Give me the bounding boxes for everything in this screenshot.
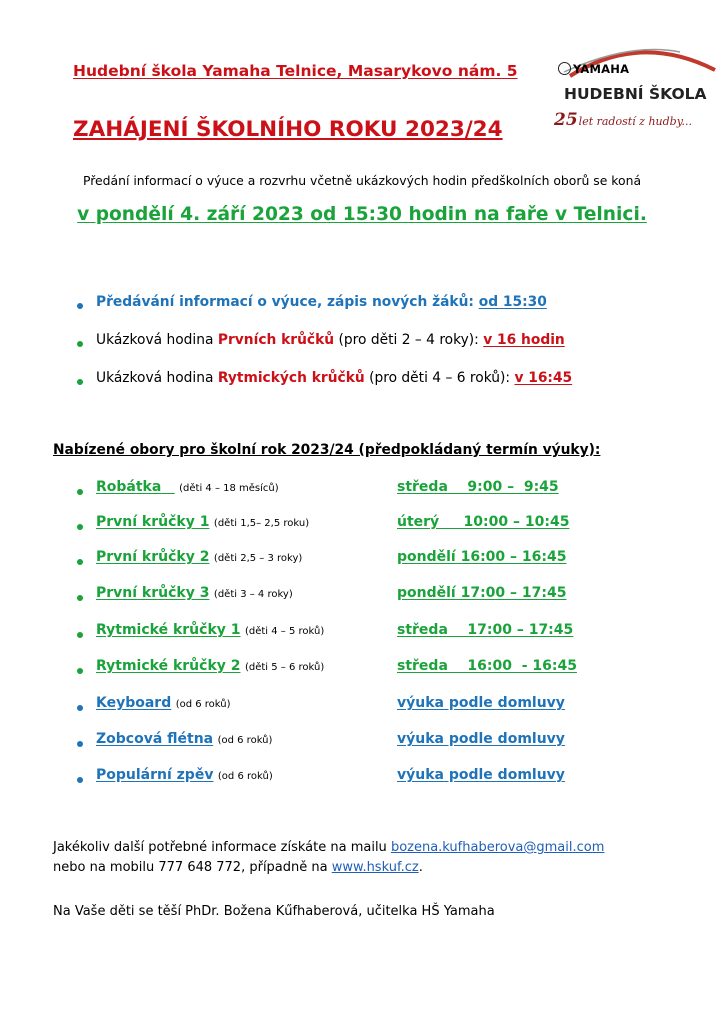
- course-name: Robátka: [96, 479, 162, 495]
- course-name: První krůčky 3: [96, 585, 210, 601]
- course-name: Rytmické krůčky 2: [96, 658, 241, 674]
- course-age: (od 6 roků): [175, 699, 231, 710]
- bullet-icon: [77, 705, 83, 711]
- contact-text: nebo na mobilu 777 648 772, případně na: [53, 860, 332, 875]
- school-address-heading: Hudební škola Yamaha Telnice, Masarykovo nám. 5: [73, 62, 518, 80]
- logo-brand-text: YAMAHA: [573, 62, 630, 76]
- info-item-detail: (pro děti 4 – 6 roků):: [364, 370, 515, 386]
- logo-school-name: HUDEBNÍ ŠKOLA: [564, 85, 707, 103]
- course-row: [96, 622, 324, 638]
- course-name: Populární zpěv: [96, 767, 214, 783]
- course-row: [96, 585, 293, 601]
- bullet-icon: [77, 303, 83, 309]
- info-item-time: od 15:30: [478, 294, 547, 310]
- bullet-icon: [77, 777, 83, 783]
- course-time: výuka podle domluvy: [397, 695, 565, 711]
- info-item-text: Ukázková hodina: [96, 370, 218, 386]
- course-age: (od 6 roků): [217, 735, 273, 746]
- info-item-text: Ukázková hodina: [96, 332, 218, 348]
- contact-line-email: [53, 840, 604, 855]
- bullet-icon: [77, 489, 83, 495]
- course-name: První krůčky 2: [96, 549, 210, 565]
- course-age: (děti 2,5 – 3 roky): [213, 553, 303, 564]
- course-row: [96, 731, 272, 747]
- yamaha-emblem-icon: [558, 62, 571, 75]
- course-time: pondělí 17:00 – 17:45: [397, 585, 567, 601]
- logo-years: 25: [554, 110, 578, 130]
- course-time: úterý 10:00 – 10:45: [397, 514, 570, 530]
- logo-slogan-text: let radostí z hudby...: [578, 115, 692, 128]
- course-time: středa 16:00 - 16:45: [397, 658, 577, 674]
- course-name: Keyboard: [96, 695, 172, 711]
- email-link[interactable]: bozena.kufhaberova@gmail.com: [390, 840, 605, 855]
- info-item-prvni-krucky: [96, 332, 565, 348]
- info-item-highlight: Rytmických krůčků: [217, 370, 365, 386]
- yamaha-school-logo: [550, 40, 720, 150]
- closing-signature: Na Vaše děti se těší PhDr. Božena Kűfhaberová, učitelka HŠ Yamaha: [53, 904, 495, 919]
- course-row: [96, 549, 302, 565]
- contact-line-phone: [53, 860, 423, 875]
- bullet-icon: [77, 741, 83, 747]
- page-title: ZAHÁJENÍ ŠKOLNÍHO ROKU 2023/24: [73, 117, 503, 142]
- course-name: Zobcová flétna: [96, 731, 214, 747]
- bullet-icon: [77, 559, 83, 565]
- course-age: (děti 4 – 5 roků): [244, 626, 325, 637]
- info-item-registration: [96, 294, 547, 310]
- bullet-icon: [77, 524, 83, 530]
- info-item-time: v 16 hodin: [483, 332, 565, 348]
- course-row: [96, 658, 324, 674]
- event-date-line: v pondělí 4. září 2023 od 15:30 hodin na faře v Telnici.: [77, 204, 647, 225]
- course-age: (děti 3 – 4 roky): [213, 589, 293, 600]
- course-age: (děti 5 – 6 roků): [244, 662, 325, 673]
- course-time: středa 9:00 – 9:45: [397, 479, 559, 495]
- info-item-rytmicke-krucky: [96, 370, 572, 386]
- info-item-text: Předávání informací o výuce, zápis nových žáků:: [96, 294, 474, 310]
- course-age: (děti 4 – 18 měsíců): [179, 483, 279, 494]
- course-row: [96, 479, 279, 495]
- logo-brand: [558, 62, 629, 76]
- course-time: výuka podle domluvy: [397, 767, 565, 783]
- course-name: Rytmické krůčky 1: [96, 622, 241, 638]
- course-row: [96, 767, 273, 783]
- course-age: (děti 1,5– 2,5 roku): [213, 518, 310, 529]
- logo-slogan: [554, 110, 692, 130]
- course-time: pondělí 16:00 – 16:45: [397, 549, 567, 565]
- course-age: (od 6 roků): [217, 771, 273, 782]
- bullet-icon: [77, 632, 83, 638]
- course-time: výuka podle domluvy: [397, 731, 565, 747]
- contact-text: Jakékoliv další potřebné informace získáte na mailu: [53, 840, 391, 855]
- bullet-icon: [77, 379, 83, 385]
- info-item-detail: (pro děti 2 – 4 roky):: [334, 332, 484, 348]
- bullet-icon: [77, 595, 83, 601]
- info-item-time: v 16:45: [514, 370, 573, 386]
- bullet-icon: [77, 668, 83, 674]
- website-link[interactable]: www.hskuf.cz: [331, 860, 419, 875]
- course-offer-heading: Nabízené obory pro školní rok 2023/24 (předpokládaný termín výuky):: [53, 442, 601, 458]
- course-time: středa 17:00 – 17:45: [397, 622, 574, 638]
- course-name: První krůčky 1: [96, 514, 210, 530]
- bullet-icon: [77, 341, 83, 347]
- intro-text: Předání informací o výuce a rozvrhu včetně ukázkových hodin předškolních oborů se koná: [82, 173, 642, 188]
- course-row: [96, 514, 309, 530]
- course-row: [96, 695, 231, 711]
- info-item-highlight: Prvních krůčků: [217, 332, 335, 348]
- contact-text-end: .: [418, 860, 423, 875]
